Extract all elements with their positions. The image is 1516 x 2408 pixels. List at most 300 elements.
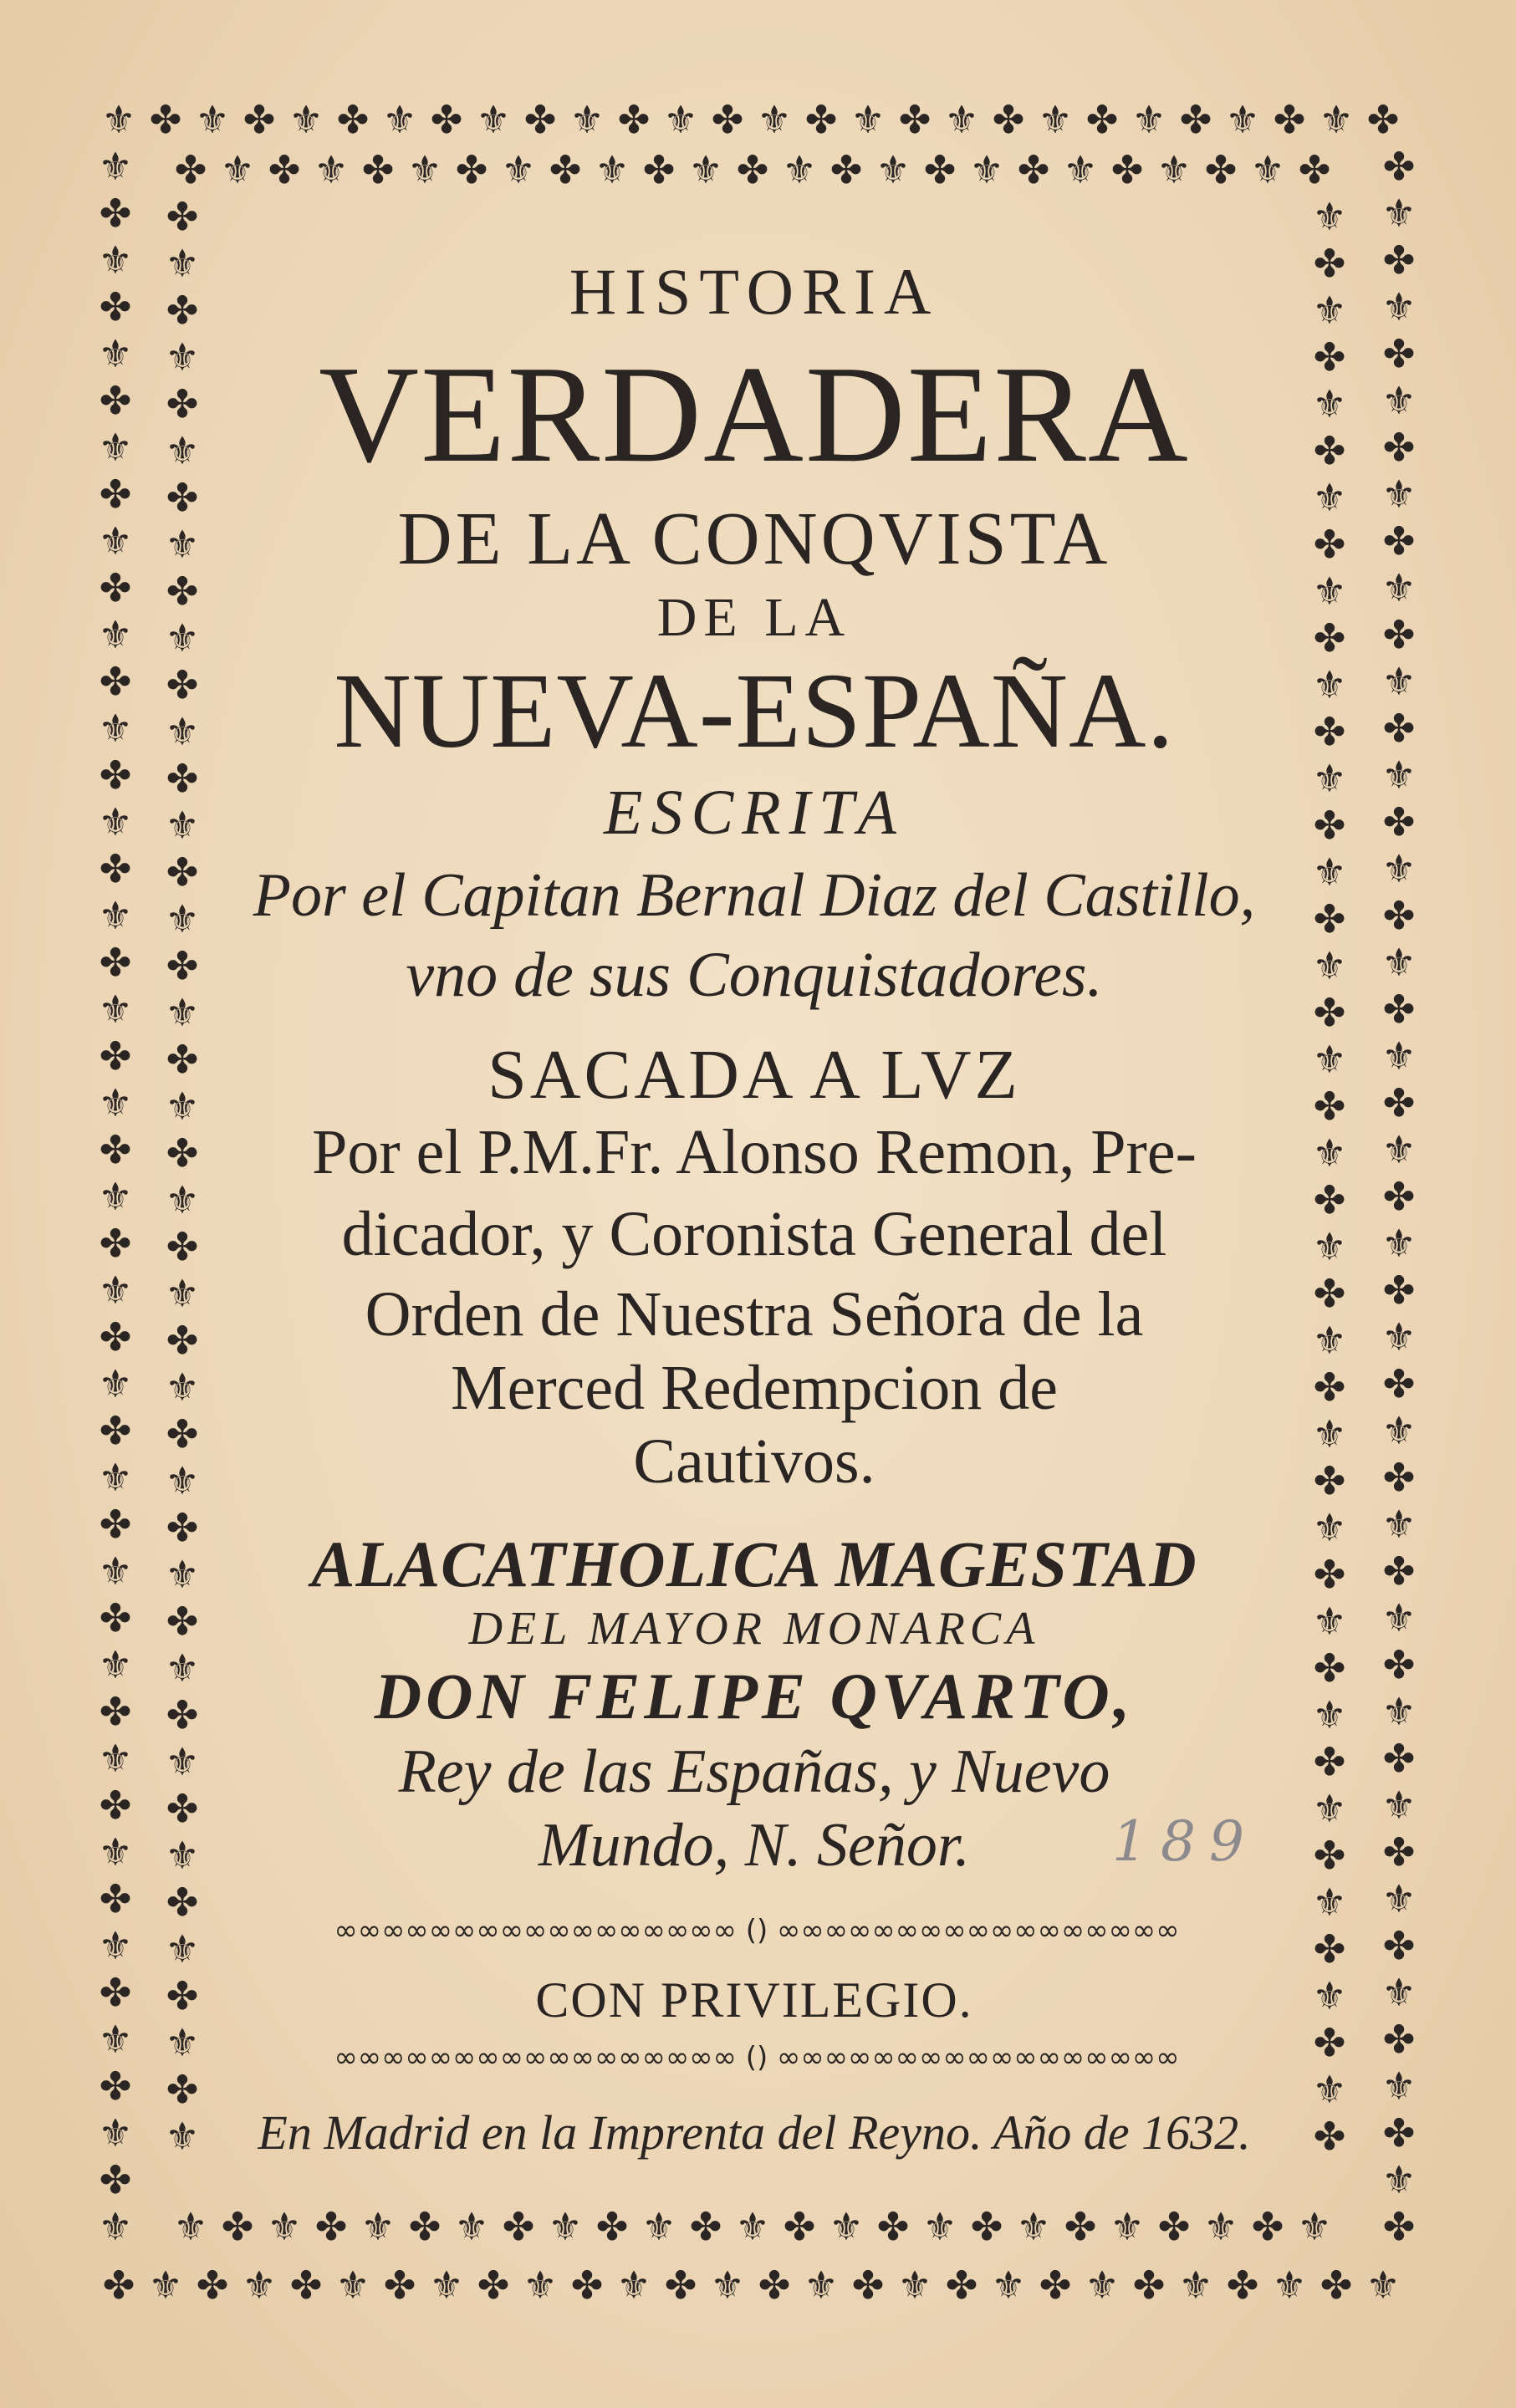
fleur-de-lis-icon: ⚜	[98, 1455, 133, 1500]
fleur-de-lis-icon: ✤	[1382, 987, 1416, 1032]
fleur-de-lis-icon: ✤	[102, 2266, 135, 2308]
fleur-de-lis-icon: ✤	[992, 100, 1025, 142]
fleur-de-lis-icon: ✤	[99, 378, 132, 423]
fleur-de-lis-icon: ⚜	[288, 100, 324, 142]
fleur-de-lis-icon: ✤	[166, 1318, 199, 1363]
fleur-de-lis-icon: ⚜	[735, 2207, 770, 2249]
fleur-de-lis-icon: ⚜	[1381, 1502, 1416, 1547]
chain-icon: ∞∞∞∞∞∞∞∞∞∞∞∞∞∞∞∞∞ () ∞∞∞∞∞∞∞∞∞∞∞∞∞∞∞∞∞	[334, 1916, 1180, 1947]
fleur-de-lis-icon: ✤	[99, 752, 132, 798]
fleur-de-lis-icon: ⚜	[1297, 2207, 1332, 2249]
fleur-de-lis-icon: ⚜	[1312, 1973, 1347, 2018]
fleur-de-lis-icon: ⚜	[1381, 1595, 1416, 1640]
fleur-de-lis-icon: ✤	[166, 1505, 199, 1550]
fleur-de-lis-icon: ⚜	[1381, 1408, 1416, 1453]
fleur-de-lis-icon: ✤	[166, 1973, 199, 2018]
fleur-de-lis-icon: ⚜	[1063, 150, 1098, 192]
fleur-de-lis-icon: ⚜	[165, 1739, 200, 1784]
fleur-de-lis-icon: ⚜	[1312, 1318, 1347, 1363]
fleur-de-lis-icon: ⚜	[1312, 662, 1347, 707]
fleur-de-lis-icon: ✤	[1319, 2266, 1353, 2308]
fleur-de-lis-icon: ⚜	[165, 1271, 200, 1316]
fleur-de-lis-icon: ✤	[455, 150, 488, 192]
fleur-de-lis-icon: ✤	[196, 2266, 229, 2308]
fleur-de-lis-icon: ✤	[166, 1411, 199, 1457]
fleur-de-lis-icon: ⚜	[1110, 2207, 1145, 2249]
fleur-de-lis-icon: ✤	[1313, 1645, 1346, 1691]
fleur-de-lis-icon: ✤	[1382, 1642, 1416, 1687]
fleur-de-lis-icon: ✤	[1313, 990, 1346, 1035]
fleur-de-lis-icon: ⚜	[710, 2266, 745, 2308]
fleur-de-lis-icon: ✤	[314, 2207, 348, 2249]
fleur-de-lis-icon: ✤	[642, 150, 676, 192]
fleur-de-lis-icon: ✤	[1085, 100, 1119, 142]
title-historia: HISTORIA	[569, 255, 940, 328]
fleur-de-lis-icon: ⚜	[1381, 1221, 1416, 1266]
fleur-de-lis-icon: ⚜	[165, 896, 200, 941]
fleur-de-lis-icon: ⚜	[98, 1923, 133, 1968]
fleur-de-lis-icon: ✤	[1313, 615, 1346, 661]
fleur-de-lis-icon: ⚜	[641, 2207, 676, 2249]
fleur-de-lis-icon: ⚜	[1312, 1692, 1347, 1737]
fleur-de-lis-icon: ✤	[1110, 150, 1144, 192]
fleur-de-lis-icon: ⚜	[944, 100, 979, 142]
fleur-de-lis-icon: ✤	[166, 1130, 199, 1176]
fleur-de-lis-icon: ✤	[1313, 1084, 1346, 1129]
chain-icon: ∞∞∞∞∞∞∞∞∞∞∞∞∞∞∞∞∞ () ∞∞∞∞∞∞∞∞∞∞∞∞∞∞∞∞∞	[334, 2043, 1180, 2074]
fleur-de-lis-icon: ⚜	[1312, 1505, 1347, 1550]
fleur-de-lis-icon: ⚜	[1272, 2266, 1307, 2308]
fleur-de-lis-icon: ✤	[1313, 428, 1346, 473]
fleur-de-lis-icon: ⚜	[335, 2266, 370, 2308]
fleur-de-lis-icon: ✤	[1313, 2020, 1346, 2065]
fleur-de-lis-icon: ⚜	[1381, 940, 1416, 985]
fleur-de-lis-icon: ⚜	[407, 150, 442, 192]
fleur-de-lis-icon: ✤	[99, 2064, 132, 2109]
fleur-de-lis-icon: ✤	[1382, 147, 1416, 189]
border-bottom-inner	[167, 2207, 1355, 2254]
fleur-de-lis-icon: ⚜	[98, 893, 133, 938]
fleur-de-lis-icon: ⚜	[165, 334, 200, 380]
fleur-de-lis-icon: ⚜	[1312, 756, 1347, 801]
fleur-de-lis-icon: ⚜	[165, 803, 200, 848]
fleur-de-lis-icon: ⚜	[1131, 100, 1166, 142]
fleur-de-lis-icon: ⚜	[165, 1177, 200, 1222]
sacada-a-luz: SACADA A LVZ	[487, 1036, 1021, 1114]
border-top-outer	[95, 100, 1421, 147]
fleur-de-lis-icon: ⚜	[969, 150, 1004, 192]
fleur-de-lis-icon: ⚜	[165, 1458, 200, 1503]
fleur-de-lis-icon: ⚜	[1312, 2067, 1347, 2112]
fleur-de-lis-icon: ✤	[1382, 1829, 1416, 1875]
fleur-de-lis-icon: ✤	[1382, 799, 1416, 844]
title-nueva-espana: NUEVA-ESPAÑA.	[334, 651, 1175, 770]
fleur-de-lis-icon: ✤	[523, 100, 557, 142]
fleur-de-lis-icon: ⚜	[98, 237, 133, 283]
fleur-de-lis-icon: ✤	[1313, 1552, 1346, 1597]
fleur-de-lis-icon: ⚜	[1178, 2266, 1213, 2308]
fleur-de-lis-icon: ⚜	[1312, 1599, 1347, 1644]
fleur-de-lis-icon: ⚜	[98, 1268, 133, 1313]
fleur-de-lis-icon: ✤	[99, 1314, 132, 1360]
fleur-de-lis-icon: ⚜	[1381, 565, 1416, 610]
fleur-de-lis-icon: ⚜	[1312, 1786, 1347, 1831]
fleur-de-lis-icon: ⚜	[382, 100, 417, 142]
fleur-de-lis-icon: ✤	[1382, 1736, 1416, 1781]
fleur-de-lis-icon: ⚜	[165, 2020, 200, 2065]
fleur-de-lis-icon: ✤	[1313, 709, 1346, 754]
fleur-de-lis-icon: ⚜	[98, 425, 133, 470]
fleur-de-lis-icon: ✤	[1313, 1177, 1346, 1222]
fleur-de-lis-icon: ✤	[1382, 1268, 1416, 1313]
border-left-inner	[159, 197, 206, 2204]
fleur-de-lis-icon: ✤	[99, 1408, 132, 1453]
fleur-de-lis-icon: ⚜	[1312, 197, 1347, 239]
fleur-de-lis-icon: ⚜	[1038, 100, 1073, 142]
fleur-de-lis-icon: ✤	[166, 756, 199, 801]
fleur-de-lis-icon: ⚜	[165, 990, 200, 1035]
fleur-de-lis-icon: ✤	[1382, 1174, 1416, 1219]
fleur-de-lis-icon: ⚜	[429, 2266, 464, 2308]
fleur-de-lis-icon: ✤	[736, 150, 769, 192]
fleur-de-lis-icon: ⚜	[98, 706, 133, 751]
fleur-de-lis-icon: ⚜	[148, 2266, 183, 2308]
fleur-de-lis-icon: ⚜	[98, 799, 133, 844]
fleur-de-lis-icon: ✤	[149, 100, 182, 142]
fleur-de-lis-icon: ✤	[99, 191, 132, 236]
handwritten-note: 189	[1112, 1809, 1258, 1874]
border-top-inner	[167, 150, 1355, 197]
fleur-de-lis-icon: ⚜	[1381, 752, 1416, 798]
fleur-de-lis-icon: ✤	[99, 284, 132, 329]
fleur-de-lis-icon: ⚜	[501, 150, 536, 192]
fleur-de-lis-icon: ✤	[1064, 2207, 1097, 2249]
fleur-de-lis-icon: ✤	[1382, 2017, 1416, 2062]
fleur-de-lis-icon: ✤	[1313, 803, 1346, 848]
fleur-de-lis-icon: ⚜	[1381, 1876, 1416, 1921]
title-de-la: DE LA	[656, 587, 852, 648]
fleur-de-lis-icon: ✤	[1157, 2207, 1191, 2249]
fleur-de-lis-icon: ⚜	[1312, 1224, 1347, 1269]
fleur-de-lis-icon: ✤	[166, 288, 199, 333]
fleur-de-lis-icon: ⚜	[1016, 2207, 1051, 2249]
fleur-de-lis-icon: ✤	[1313, 1458, 1346, 1503]
fleur-de-lis-icon: ✤	[945, 2266, 978, 2308]
fleur-de-lis-icon: ✤	[166, 1786, 199, 1831]
editor-line: dicador, y Coronista General del	[341, 1199, 1167, 1269]
fleur-de-lis-icon: ⚜	[757, 100, 792, 142]
fleur-de-lis-icon: ⚜	[165, 615, 200, 661]
fleur-de-lis-icon: ✤	[99, 1221, 132, 1266]
fleur-de-lis-icon: ✤	[502, 2207, 535, 2249]
fleur-de-lis-icon: ✤	[689, 2207, 722, 2249]
fleur-de-lis-icon: ⚜	[98, 1829, 133, 1875]
fleur-de-lis-icon: ✤	[1313, 1833, 1346, 1878]
fleur-de-lis-icon: ✤	[361, 150, 395, 192]
fleur-de-lis-icon: ✤	[99, 846, 132, 891]
fleur-de-lis-icon: ⚜	[360, 2207, 396, 2249]
fleur-de-lis-icon: ✤	[99, 1595, 132, 1640]
fleur-de-lis-icon: ✤	[99, 2157, 132, 2202]
fleur-de-lis-icon: ⚜	[569, 100, 605, 142]
fleur-de-lis-icon: ✤	[174, 150, 207, 192]
fleur-de-lis-icon: ✤	[1382, 331, 1416, 376]
fleur-de-lis-icon: ✤	[1382, 1080, 1416, 1125]
fleur-de-lis-icon: ✤	[242, 100, 276, 142]
fleur-de-lis-icon: ⚜	[804, 2266, 839, 2308]
fleur-de-lis-icon: ✤	[477, 2266, 510, 2308]
fleur-de-lis-icon: ⚜	[165, 1645, 200, 1691]
fleur-de-lis-icon: ⚜	[1312, 381, 1347, 426]
fleur-de-lis-icon: ⚜	[267, 2207, 302, 2249]
editor-line: Merced Redempcion de	[451, 1353, 1058, 1423]
editor-line: Cautivos.	[633, 1426, 875, 1497]
fleur-de-lis-icon: ✤	[1179, 100, 1212, 142]
fleur-de-lis-icon: ✤	[829, 150, 863, 192]
fleur-de-lis-icon: ✤	[166, 197, 199, 239]
fleur-de-lis-icon: ⚜	[1250, 150, 1285, 192]
fleur-de-lis-icon: ⚜	[98, 1642, 133, 1687]
dedication-line: ALACATHOLICA MAGESTAD	[311, 1528, 1197, 1600]
fleur-de-lis-icon: ✤	[1382, 1548, 1416, 1594]
fleur-de-lis-icon: ✤	[1313, 1926, 1346, 1972]
fleur-de-lis-icon: ⚜	[98, 612, 133, 657]
fleur-de-lis-icon: ⚜	[98, 1548, 133, 1594]
fleur-de-lis-icon: ⚜	[782, 150, 817, 192]
chain-rule-top	[268, 1916, 1246, 1950]
title-verdadera: VERDADERA	[319, 337, 1190, 491]
fleur-de-lis-icon: ✤	[1382, 1923, 1416, 1968]
fleur-de-lis-icon: ✤	[166, 569, 199, 614]
fleur-de-lis-icon: ⚜	[165, 1833, 200, 1878]
fleur-de-lis-icon: ✤	[166, 2067, 199, 2112]
fleur-de-lis-icon: ⚜	[1312, 1411, 1347, 1457]
fleur-de-lis-icon: ✤	[851, 2266, 885, 2308]
fleur-de-lis-icon: ✤	[595, 2207, 629, 2249]
fleur-de-lis-icon: ⚜	[101, 100, 136, 142]
fleur-de-lis-icon: ✤	[1273, 100, 1306, 142]
imprint: En Madrid en la Imprenta del Reyno. Año de 1632.	[258, 2105, 1251, 2160]
fleur-de-lis-icon: ⚜	[165, 241, 200, 286]
fleur-de-lis-icon: ⚜	[1381, 659, 1416, 704]
fleur-de-lis-icon: ⚜	[1381, 1970, 1416, 2015]
fleur-de-lis-icon: ✤	[876, 2207, 910, 2249]
fleur-de-lis-icon: ⚜	[165, 1365, 200, 1410]
chain-rule-bottom	[268, 2043, 1246, 2077]
author-line-2: vno de sus Conquistadores.	[406, 940, 1103, 1010]
fleur-de-lis-icon: ✤	[664, 2266, 697, 2308]
fleur-de-lis-icon: ⚜	[1381, 191, 1416, 236]
fleur-de-lis-icon: ✤	[1313, 522, 1346, 567]
fleur-de-lis-icon: ⚜	[1381, 472, 1416, 517]
fleur-de-lis-icon: ✤	[336, 100, 370, 142]
border-left-outer	[92, 147, 139, 2254]
fleur-de-lis-icon: ⚜	[165, 1084, 200, 1129]
fleur-de-lis-icon: ⚜	[1381, 2064, 1416, 2109]
fleur-de-lis-icon: ⚜	[98, 2017, 133, 2062]
fleur-de-lis-icon: ✤	[1382, 2204, 1416, 2249]
fleur-de-lis-icon: ⚜	[523, 2266, 558, 2308]
fleur-de-lis-icon: ⚜	[1312, 288, 1347, 333]
fleur-de-lis-icon: ⚜	[1312, 1037, 1347, 1082]
fleur-de-lis-icon: ⚜	[1381, 284, 1416, 329]
fleur-de-lis-icon: ✤	[549, 150, 582, 192]
fleur-de-lis-icon: ⚜	[454, 2207, 489, 2249]
fleur-de-lis-icon: ✤	[1313, 896, 1346, 941]
fleur-de-lis-icon: ⚜	[98, 2110, 133, 2155]
fleur-de-lis-icon: ✤	[1313, 241, 1346, 286]
fleur-de-lis-icon: ⚜	[897, 2266, 932, 2308]
fleur-de-lis-icon: ✤	[166, 1599, 199, 1644]
fleur-de-lis-icon: ✤	[1382, 706, 1416, 751]
fleur-de-lis-icon: ✤	[166, 943, 199, 988]
escrita: ESCRITA	[604, 778, 905, 848]
fleur-de-lis-icon: ✤	[783, 2207, 816, 2249]
fleur-de-lis-icon: ✤	[711, 100, 744, 142]
dedication-line: Mundo, N. Señor.	[539, 1811, 970, 1880]
fleur-de-lis-icon: ⚜	[1381, 1783, 1416, 1828]
fleur-de-lis-icon: ✤	[617, 100, 651, 142]
fleur-de-lis-icon: ✤	[1382, 1455, 1416, 1500]
fleur-de-lis-icon: ✤	[970, 2207, 1003, 2249]
fleur-de-lis-icon: ✤	[1313, 2114, 1346, 2159]
author-line-1: Por el Capitan Bernal Diaz del Castillo,	[253, 861, 1256, 930]
fleur-de-lis-icon: ✤	[166, 1692, 199, 1737]
fleur-de-lis-icon: ✤	[99, 565, 132, 610]
fleur-de-lis-icon: ✤	[99, 659, 132, 704]
fleur-de-lis-icon: ✤	[1382, 893, 1416, 938]
fleur-de-lis-icon: ⚜	[173, 2207, 208, 2249]
title-de-la-conquista: DE LA CONQVISTA	[397, 497, 1111, 580]
fleur-de-lis-icon: ✤	[1226, 2266, 1259, 2308]
fleur-de-lis-icon: ⚜	[595, 150, 630, 192]
border-right-inner	[1306, 197, 1353, 2204]
fleur-de-lis-icon: ⚜	[165, 1552, 200, 1597]
fleur-de-lis-icon: ⚜	[875, 150, 911, 192]
fleur-de-lis-icon: ⚜	[476, 100, 511, 142]
fleur-de-lis-icon: ⚜	[98, 1361, 133, 1406]
fleur-de-lis-icon: ⚜	[1312, 1880, 1347, 1925]
fleur-de-lis-icon: ⚜	[850, 100, 886, 142]
fleur-de-lis-icon: ⚜	[1365, 2266, 1401, 2308]
fleur-de-lis-icon: ✤	[1204, 150, 1238, 192]
fleur-de-lis-icon: ⚜	[663, 100, 698, 142]
dedication-line: Rey de las Españas, y Nuevo	[398, 1737, 1110, 1806]
fleur-de-lis-icon: ⚜	[1312, 569, 1347, 614]
fleur-de-lis-icon: ⚜	[616, 2266, 651, 2308]
fleur-de-lis-icon: ✤	[99, 1502, 132, 1547]
fleur-de-lis-icon: ⚜	[98, 147, 133, 189]
fleur-de-lis-icon: ✤	[166, 1880, 199, 1925]
fleur-de-lis-icon: ✤	[1382, 612, 1416, 657]
fleur-de-lis-icon: ✤	[289, 2266, 323, 2308]
fleur-de-lis-icon: ⚜	[98, 987, 133, 1032]
fleur-de-lis-icon: ⚜	[98, 1080, 133, 1125]
fleur-de-lis-icon: ✤	[1382, 1361, 1416, 1406]
fleur-de-lis-icon: ✤	[99, 472, 132, 517]
editor-line: Orden de Nuestra Señora de la	[365, 1279, 1144, 1349]
fleur-de-lis-icon: ✤	[408, 2207, 442, 2249]
fleur-de-lis-icon: ✤	[1313, 1365, 1346, 1410]
fleur-de-lis-icon: ⚜	[991, 2266, 1026, 2308]
fleur-de-lis-icon: ⚜	[165, 428, 200, 473]
fleur-de-lis-icon: ✤	[166, 1037, 199, 1082]
fleur-de-lis-icon: ✤	[166, 1224, 199, 1269]
fleur-de-lis-icon: ✤	[1251, 2207, 1284, 2249]
fleur-de-lis-icon: ⚜	[1381, 1689, 1416, 1734]
fleur-de-lis-icon: ⚜	[314, 150, 349, 192]
fleur-de-lis-icon: ⚜	[1381, 1314, 1416, 1360]
fleur-de-lis-icon: ⚜	[220, 150, 255, 192]
fleur-de-lis-icon: ⚜	[98, 2204, 133, 2249]
fleur-de-lis-icon: ✤	[570, 2266, 604, 2308]
fleur-de-lis-icon: ✤	[268, 150, 301, 192]
fleur-de-lis-icon: ✤	[758, 2266, 791, 2308]
fleur-de-lis-icon: ✤	[1017, 150, 1050, 192]
fleur-de-lis-icon: ✤	[166, 662, 199, 707]
fleur-de-lis-icon: ⚜	[1312, 849, 1347, 895]
fleur-de-lis-icon: ⚜	[1203, 2207, 1238, 2249]
fleur-de-lis-icon: ✤	[1313, 334, 1346, 380]
fleur-de-lis-icon: ✤	[99, 1970, 132, 2015]
editor-line: Por el P.M.Fr. Alonso Remon, Pre-	[312, 1117, 1197, 1187]
fleur-de-lis-icon: ⚜	[1381, 846, 1416, 891]
fleur-de-lis-icon: ⚜	[165, 709, 200, 754]
fleur-de-lis-icon: ⚜	[1225, 100, 1260, 142]
fleur-de-lis-icon: ⚜	[1085, 2266, 1120, 2308]
fleur-de-lis-icon: ⚜	[98, 1174, 133, 1219]
con-privilegio: CON PRIVILEGIO.	[535, 1972, 973, 2028]
fleur-de-lis-icon: ✤	[166, 381, 199, 426]
fleur-de-lis-icon: ✤	[804, 100, 838, 142]
fleur-de-lis-icon: ⚜	[1312, 1130, 1347, 1176]
fleur-de-lis-icon: ⚜	[1312, 475, 1347, 520]
dedication-line: DEL MAYOR MONARCA	[468, 1603, 1040, 1655]
fleur-de-lis-icon: ✤	[166, 849, 199, 895]
fleur-de-lis-icon: ✤	[430, 100, 463, 142]
fleur-de-lis-icon: ⚜	[1381, 1033, 1416, 1079]
fleur-de-lis-icon: ⚜	[165, 1926, 200, 1972]
fleur-de-lis-icon: ✤	[1313, 1271, 1346, 1316]
fleur-de-lis-icon: ⚜	[1312, 943, 1347, 988]
fleur-de-lis-icon: ⚜	[195, 100, 230, 142]
fleur-de-lis-icon: ⚜	[98, 518, 133, 564]
fleur-de-lis-icon: ⚜	[165, 522, 200, 567]
fleur-de-lis-icon: ⚜	[1381, 2157, 1416, 2202]
fleur-de-lis-icon: ✤	[1366, 100, 1400, 142]
fleur-de-lis-icon: ✤	[99, 1783, 132, 1828]
fleur-de-lis-icon: ✤	[1313, 1739, 1346, 1784]
fleur-de-lis-icon: ✤	[1298, 150, 1331, 192]
fleur-de-lis-icon: ✤	[1382, 425, 1416, 470]
fleur-de-lis-icon: ✤	[166, 475, 199, 520]
fleur-de-lis-icon: ⚜	[1319, 100, 1354, 142]
fleur-de-lis-icon: ✤	[221, 2207, 254, 2249]
fleur-de-lis-icon: ⚜	[98, 1736, 133, 1781]
fleur-de-lis-icon: ✤	[99, 1689, 132, 1734]
fleur-de-lis-icon: ⚜	[1156, 150, 1192, 192]
fleur-de-lis-icon: ✤	[99, 1127, 132, 1172]
fleur-de-lis-icon: ⚜	[688, 150, 723, 192]
dedication-line: DON FELIPE QVARTO,	[374, 1660, 1135, 1732]
fleur-de-lis-icon: ⚜	[165, 2114, 200, 2159]
fleur-de-lis-icon: ⚜	[1381, 1127, 1416, 1172]
fleur-de-lis-icon: ✤	[1382, 518, 1416, 564]
fleur-de-lis-icon: ⚜	[922, 2207, 957, 2249]
fleur-de-lis-icon: ✤	[383, 2266, 416, 2308]
border-right-outer	[1376, 147, 1422, 2254]
fleur-de-lis-icon: ⚜	[829, 2207, 864, 2249]
